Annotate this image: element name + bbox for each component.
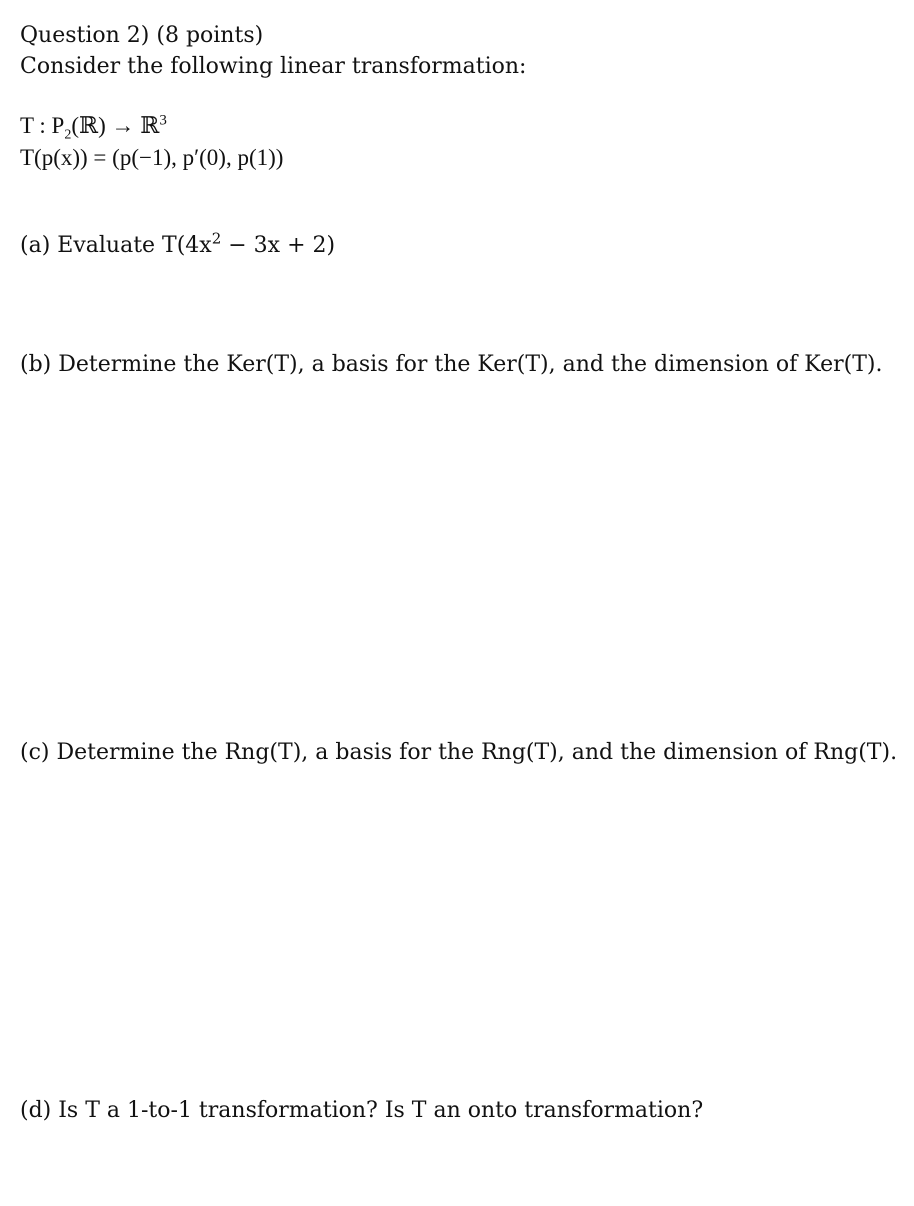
part-a	[20, 229, 336, 260]
part-d: (d) Is T a 1-to-1 transformation? Is T an onto transformation?	[20, 1098, 704, 1123]
part-a-prefix: (a) Evaluate T(4x	[20, 233, 212, 258]
part-a-suffix: − 3x + 2)	[221, 233, 336, 258]
mapping-prefix: T : P	[20, 113, 65, 138]
part-a-superscript: 2	[211, 229, 222, 248]
question-title: Question 2) (8 points)	[20, 23, 264, 48]
mapping-mid: (ℝ) → ℝ	[71, 113, 160, 138]
transformation-rule: T(p(x)) = (p(−1), p′(0), p(1))	[20, 145, 284, 170]
part-b: (b) Determine the Ker(T), a basis for the Ker(T), and the dimension of Ker(T).	[20, 352, 883, 377]
question-intro: Consider the following linear transformation:	[20, 54, 527, 79]
mapping-superscript: 3	[159, 112, 167, 129]
mapping-subscript: 2	[64, 127, 72, 143]
part-c: (c) Determine the Rng(T), a basis for the Rng(T), and the dimension of Rng(T).	[20, 740, 898, 765]
